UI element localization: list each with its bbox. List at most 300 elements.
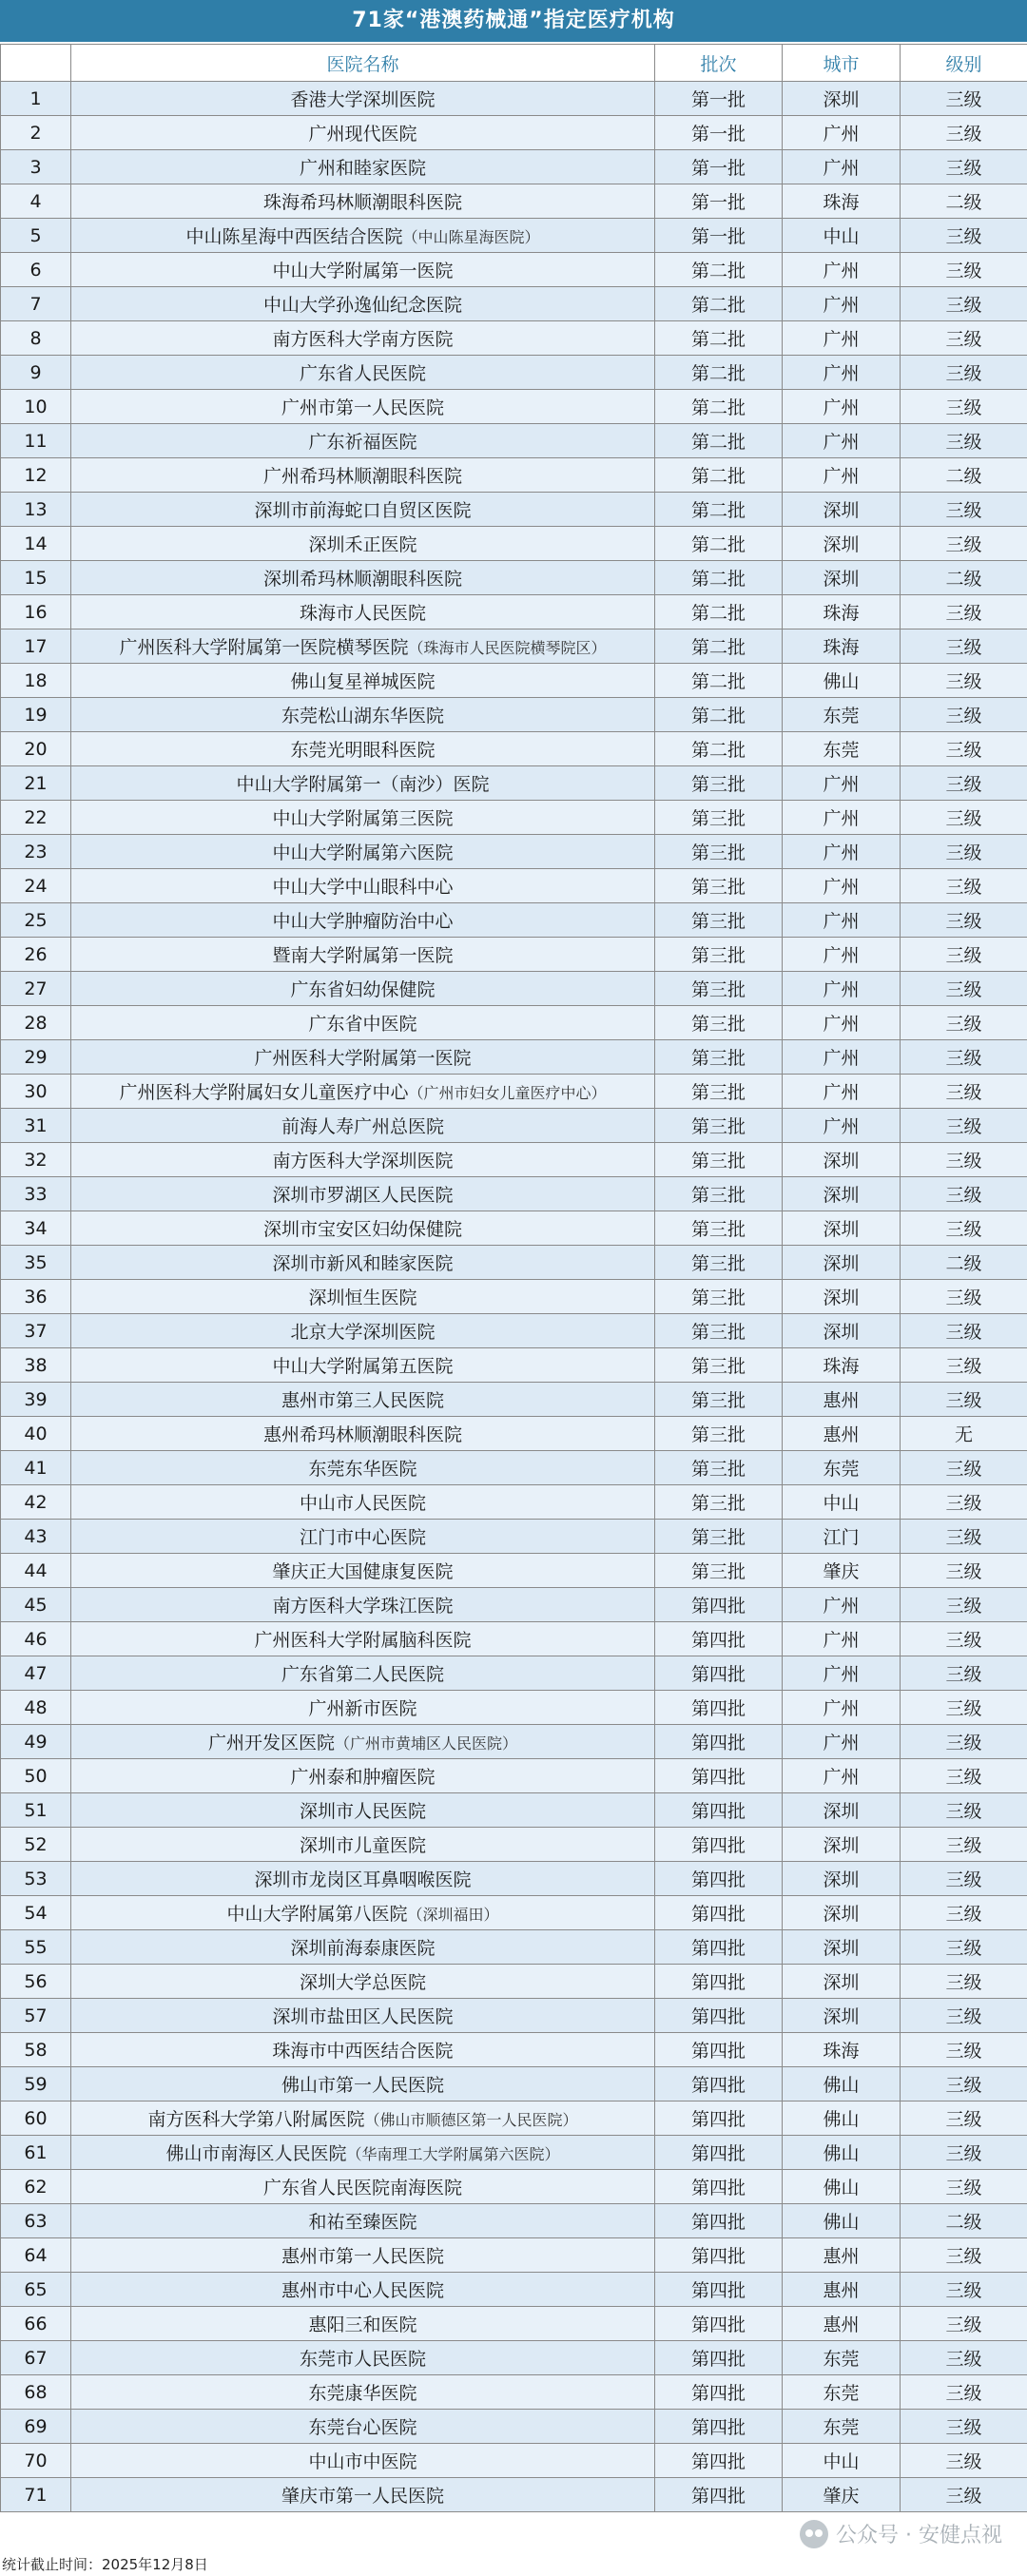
hospital-name xyxy=(71,1451,655,1485)
hospital-name xyxy=(71,1622,655,1656)
hospital-name xyxy=(71,938,655,972)
hospital-name xyxy=(71,869,655,903)
level-cell: 三级 xyxy=(901,1177,1027,1211)
table-row xyxy=(1,2204,1027,2238)
city-cell: 广州 xyxy=(783,766,901,801)
level-cell: 三级 xyxy=(901,869,1027,903)
city-cell: 佛山 xyxy=(783,664,901,698)
city-cell: 惠州 xyxy=(783,1383,901,1417)
level-cell: 三级 xyxy=(901,2410,1027,2444)
row-number: 40 xyxy=(1,1417,71,1451)
level-cell: 三级 xyxy=(901,2170,1027,2204)
city-cell: 惠州 xyxy=(783,2238,901,2273)
city-cell: 广州 xyxy=(783,1075,901,1109)
city-cell: 广州 xyxy=(783,1588,901,1622)
hospital-name-text: 广州医科大学附属第一医院横琴医院 xyxy=(119,637,409,658)
hospital-name-text: 广东省人民医院 xyxy=(299,363,426,384)
city-cell: 广州 xyxy=(783,1725,901,1759)
batch-cell: 第三批 xyxy=(655,903,783,938)
hospital-name-text: 中山市中医院 xyxy=(308,2451,417,2472)
level-cell: 三级 xyxy=(901,972,1027,1006)
city-cell: 珠海 xyxy=(783,1348,901,1383)
city-cell: 广州 xyxy=(783,1040,901,1075)
level-cell: 三级 xyxy=(901,527,1027,561)
row-number: 34 xyxy=(1,1211,71,1246)
hospital-name xyxy=(71,527,655,561)
city-cell: 广州 xyxy=(783,835,901,869)
table-row xyxy=(1,1280,1027,1314)
city-cell: 深圳 xyxy=(783,1999,901,2033)
level-cell: 三级 xyxy=(901,1862,1027,1896)
city-cell: 深圳 xyxy=(783,527,901,561)
row-number: 13 xyxy=(1,493,71,527)
row-number: 59 xyxy=(1,2067,71,2101)
level-cell: 三级 xyxy=(901,493,1027,527)
table-row xyxy=(1,1828,1027,1862)
batch-cell: 第三批 xyxy=(655,1143,783,1177)
batch-cell: 第四批 xyxy=(655,2375,783,2410)
level-cell: 三级 xyxy=(901,1040,1027,1075)
level-cell: 三级 xyxy=(901,1965,1027,1999)
city-cell: 广州 xyxy=(783,801,901,835)
batch-cell: 第三批 xyxy=(655,869,783,903)
row-number: 2 xyxy=(1,116,71,150)
hospital-name xyxy=(71,2307,655,2341)
hospital-name-text: 广州医科大学附属脑科医院 xyxy=(254,1630,472,1651)
batch-cell: 第四批 xyxy=(655,2136,783,2170)
table-row xyxy=(1,1965,1027,1999)
city-cell: 广州 xyxy=(783,1656,901,1691)
row-number: 16 xyxy=(1,595,71,629)
level-cell: 三级 xyxy=(901,1793,1027,1828)
level-cell: 二级 xyxy=(901,1246,1027,1280)
row-number: 27 xyxy=(1,972,71,1006)
row-number: 69 xyxy=(1,2410,71,2444)
header-name: 医院名称 xyxy=(71,45,655,82)
row-number: 45 xyxy=(1,1588,71,1622)
level-cell: 三级 xyxy=(901,1280,1027,1314)
row-number: 18 xyxy=(1,664,71,698)
hospital-name-text: 中山大学孙逸仙纪念医院 xyxy=(262,295,462,316)
level-cell: 三级 xyxy=(901,2273,1027,2307)
hospital-name xyxy=(71,424,655,458)
table-row xyxy=(1,2273,1027,2307)
batch-cell: 第四批 xyxy=(655,1588,783,1622)
batch-cell: 第二批 xyxy=(655,561,783,595)
row-number: 60 xyxy=(1,2101,71,2136)
batch-cell: 第三批 xyxy=(655,1314,783,1348)
city-cell: 肇庆 xyxy=(783,2478,901,2512)
row-number: 48 xyxy=(1,1691,71,1725)
hospital-name xyxy=(71,2273,655,2307)
hospital-name xyxy=(71,1383,655,1417)
table-row xyxy=(1,1348,1027,1383)
row-number: 24 xyxy=(1,869,71,903)
table-row xyxy=(1,1896,1027,1930)
batch-cell: 第一批 xyxy=(655,184,783,219)
level-cell: 三级 xyxy=(901,1143,1027,1177)
city-cell: 珠海 xyxy=(783,629,901,664)
batch-cell: 第三批 xyxy=(655,972,783,1006)
row-number: 29 xyxy=(1,1040,71,1075)
hospital-name xyxy=(71,1040,655,1075)
row-number: 32 xyxy=(1,1143,71,1177)
hospital-name xyxy=(71,1588,655,1622)
row-number: 15 xyxy=(1,561,71,595)
hospital-name xyxy=(71,253,655,287)
hospital-name-text: 南方医科大学南方医院 xyxy=(272,329,454,350)
hospital-alias-note: （广州市黄埔区人民医院） xyxy=(335,1734,518,1753)
table-row xyxy=(1,2170,1027,2204)
hospital-name xyxy=(71,1417,655,1451)
hospital-name-text: 江门市中心医院 xyxy=(299,1527,426,1548)
batch-cell: 第三批 xyxy=(655,1040,783,1075)
batch-cell: 第二批 xyxy=(655,287,783,321)
hospital-name-text: 中山大学附属第一医院 xyxy=(272,261,454,281)
table-row xyxy=(1,1862,1027,1896)
batch-cell: 第四批 xyxy=(655,1965,783,1999)
hospital-name xyxy=(71,150,655,184)
hospital-name-text: 中山市人民医院 xyxy=(299,1493,426,1514)
table-row xyxy=(1,184,1027,219)
row-number: 39 xyxy=(1,1383,71,1417)
city-cell: 珠海 xyxy=(783,184,901,219)
batch-cell: 第三批 xyxy=(655,1417,783,1451)
city-cell: 深圳 xyxy=(783,1862,901,1896)
level-cell: 三级 xyxy=(901,321,1027,356)
hospital-name-text: 珠海市中西医结合医院 xyxy=(272,2041,454,2062)
city-cell: 惠州 xyxy=(783,2273,901,2307)
level-cell: 三级 xyxy=(901,903,1027,938)
batch-cell: 第三批 xyxy=(655,1348,783,1383)
level-cell: 三级 xyxy=(901,1896,1027,1930)
table-row xyxy=(1,938,1027,972)
row-number: 21 xyxy=(1,766,71,801)
row-number: 56 xyxy=(1,1965,71,1999)
city-cell: 广州 xyxy=(783,390,901,424)
hospital-name-text: 广州医科大学附属妇女儿童医疗中心 xyxy=(119,1082,409,1103)
row-number: 61 xyxy=(1,2136,71,2170)
table-row xyxy=(1,2238,1027,2273)
level-cell: 三级 xyxy=(901,1725,1027,1759)
batch-cell: 第三批 xyxy=(655,1451,783,1485)
table-row xyxy=(1,2341,1027,2375)
hospital-name-text: 中山大学附属第六医院 xyxy=(272,843,454,863)
batch-cell: 第二批 xyxy=(655,664,783,698)
row-number: 43 xyxy=(1,1520,71,1554)
row-number: 4 xyxy=(1,184,71,219)
table-row xyxy=(1,698,1027,732)
batch-cell: 第三批 xyxy=(655,835,783,869)
level-cell: 三级 xyxy=(901,1485,1027,1520)
hospital-name-text: 前海人寿广州总医院 xyxy=(281,1116,444,1137)
batch-cell: 第四批 xyxy=(655,2101,783,2136)
city-cell: 深圳 xyxy=(783,493,901,527)
hospital-name-text: 广东省妇幼保健院 xyxy=(290,979,436,1000)
hospital-name xyxy=(71,287,655,321)
table-row xyxy=(1,1314,1027,1348)
batch-cell: 第四批 xyxy=(655,2341,783,2375)
row-number: 42 xyxy=(1,1485,71,1520)
row-number: 41 xyxy=(1,1451,71,1485)
hospital-name xyxy=(71,184,655,219)
row-number: 17 xyxy=(1,629,71,664)
city-cell: 深圳 xyxy=(783,1246,901,1280)
hospital-name-text: 肇庆正大国健康复医院 xyxy=(272,1561,454,1582)
hospital-name xyxy=(71,1246,655,1280)
header-city: 城市 xyxy=(783,45,901,82)
level-cell: 三级 xyxy=(901,1656,1027,1691)
city-cell: 深圳 xyxy=(783,1793,901,1828)
hospital-name-text: 惠州市第三人民医院 xyxy=(281,1390,444,1411)
hospital-name-text: 深圳大学总医院 xyxy=(299,1972,426,1993)
table-row xyxy=(1,1930,1027,1965)
hospital-name xyxy=(71,698,655,732)
hospital-name-text: 深圳恒生医院 xyxy=(308,1288,417,1308)
table-row xyxy=(1,1040,1027,1075)
table-row xyxy=(1,2410,1027,2444)
level-cell: 三级 xyxy=(901,698,1027,732)
hospital-table xyxy=(0,44,1027,2512)
hospital-name-text: 中山陈星海中西医结合医院 xyxy=(185,226,403,247)
row-number: 53 xyxy=(1,1862,71,1896)
hospital-name xyxy=(71,1554,655,1588)
hospital-name xyxy=(71,629,655,664)
table-row xyxy=(1,287,1027,321)
hospital-name xyxy=(71,219,655,253)
batch-cell: 第二批 xyxy=(655,424,783,458)
hospital-name xyxy=(71,493,655,527)
city-cell: 江门 xyxy=(783,1520,901,1554)
batch-cell: 第二批 xyxy=(655,493,783,527)
level-cell: 三级 xyxy=(901,1999,1027,2033)
batch-cell: 第二批 xyxy=(655,527,783,561)
hospital-alias-note: （中山陈星海医院） xyxy=(402,228,540,246)
hospital-name-text: 中山大学肿瘤防治中心 xyxy=(272,911,454,932)
batch-cell: 第三批 xyxy=(655,1280,783,1314)
hospital-name-text: 珠海市人民医院 xyxy=(299,603,426,624)
row-number: 22 xyxy=(1,801,71,835)
batch-cell: 第三批 xyxy=(655,1006,783,1040)
hospital-name xyxy=(71,2170,655,2204)
batch-cell: 第四批 xyxy=(655,2273,783,2307)
row-number: 7 xyxy=(1,287,71,321)
hospital-name xyxy=(71,390,655,424)
hospital-alias-note: （广州市妇女儿童医疗中心） xyxy=(408,1084,607,1102)
batch-cell: 第一批 xyxy=(655,82,783,116)
batch-cell: 第三批 xyxy=(655,1177,783,1211)
table-row xyxy=(1,1520,1027,1554)
hospital-name xyxy=(71,1211,655,1246)
table-row xyxy=(1,1691,1027,1725)
level-cell: 三级 xyxy=(901,1109,1027,1143)
level-cell: 三级 xyxy=(901,1622,1027,1656)
row-number: 25 xyxy=(1,903,71,938)
table-row xyxy=(1,1211,1027,1246)
level-cell: 三级 xyxy=(901,1554,1027,1588)
table-row xyxy=(1,1006,1027,1040)
table-row xyxy=(1,1109,1027,1143)
hospital-name-text: 北京大学深圳医院 xyxy=(290,1322,436,1343)
level-cell: 三级 xyxy=(901,1520,1027,1554)
row-number: 51 xyxy=(1,1793,71,1828)
hospital-name-text: 东莞台心医院 xyxy=(308,2417,417,2438)
row-number: 12 xyxy=(1,458,71,493)
city-cell: 惠州 xyxy=(783,2307,901,2341)
level-cell: 三级 xyxy=(901,424,1027,458)
hospital-name-text: 广州医科大学附属第一医院 xyxy=(254,1048,472,1069)
row-number: 58 xyxy=(1,2033,71,2067)
hospital-name-text: 深圳希玛林顺潮眼科医院 xyxy=(262,569,462,590)
batch-cell: 第三批 xyxy=(655,766,783,801)
table-body xyxy=(1,82,1027,2512)
row-number: 9 xyxy=(1,356,71,390)
hospital-name xyxy=(71,1930,655,1965)
row-number: 70 xyxy=(1,2444,71,2478)
hospital-name-text: 广东省第二人民医院 xyxy=(281,1664,444,1685)
hospital-name xyxy=(71,2238,655,2273)
batch-cell: 第二批 xyxy=(655,458,783,493)
batch-cell: 第三批 xyxy=(655,1520,783,1554)
batch-cell: 第一批 xyxy=(655,116,783,150)
city-cell: 广州 xyxy=(783,116,901,150)
row-number: 23 xyxy=(1,835,71,869)
hospital-name-text: 肇庆市第一人民医院 xyxy=(281,2486,444,2507)
table-row xyxy=(1,219,1027,253)
table-row xyxy=(1,1759,1027,1793)
row-number: 63 xyxy=(1,2204,71,2238)
row-number: 36 xyxy=(1,1280,71,1314)
city-cell: 深圳 xyxy=(783,82,901,116)
row-number: 1 xyxy=(1,82,71,116)
batch-cell: 第三批 xyxy=(655,1109,783,1143)
hospital-name-text: 广东祈福医院 xyxy=(308,432,417,453)
city-cell: 东莞 xyxy=(783,732,901,766)
row-number: 44 xyxy=(1,1554,71,1588)
city-cell: 广州 xyxy=(783,356,901,390)
row-number: 50 xyxy=(1,1759,71,1793)
city-cell: 广州 xyxy=(783,1759,901,1793)
hospital-name-text: 广州现代医院 xyxy=(308,124,417,145)
city-cell: 广州 xyxy=(783,150,901,184)
row-number: 31 xyxy=(1,1109,71,1143)
level-cell: 三级 xyxy=(901,2067,1027,2101)
level-cell: 二级 xyxy=(901,2204,1027,2238)
hospital-name-text: 佛山市南海区人民医院 xyxy=(165,2143,347,2164)
row-number: 68 xyxy=(1,2375,71,2410)
hospital-alias-note: （深圳福田） xyxy=(407,1906,499,1924)
city-cell: 深圳 xyxy=(783,1314,901,1348)
table-row xyxy=(1,150,1027,184)
city-cell: 广州 xyxy=(783,972,901,1006)
level-cell: 三级 xyxy=(901,2238,1027,2273)
table-row xyxy=(1,116,1027,150)
hospital-name xyxy=(71,356,655,390)
table-row xyxy=(1,253,1027,287)
level-cell: 三级 xyxy=(901,1691,1027,1725)
table-row xyxy=(1,1417,1027,1451)
hospital-name xyxy=(71,1793,655,1828)
hospital-name xyxy=(71,595,655,629)
level-cell: 三级 xyxy=(901,629,1027,664)
level-cell: 三级 xyxy=(901,1383,1027,1417)
city-cell: 佛山 xyxy=(783,2136,901,2170)
hospital-name-text: 深圳市新风和睦家医院 xyxy=(272,1253,454,1274)
hospital-name xyxy=(71,2033,655,2067)
table-row xyxy=(1,2067,1027,2101)
table-row xyxy=(1,493,1027,527)
row-number: 46 xyxy=(1,1622,71,1656)
row-number: 33 xyxy=(1,1177,71,1211)
city-cell: 珠海 xyxy=(783,2033,901,2067)
batch-cell: 第四批 xyxy=(655,2410,783,2444)
table-row xyxy=(1,835,1027,869)
row-number: 5 xyxy=(1,219,71,253)
hospital-name xyxy=(71,2101,655,2136)
city-cell: 广州 xyxy=(783,458,901,493)
hospital-name xyxy=(71,116,655,150)
hospital-name xyxy=(71,766,655,801)
table-row xyxy=(1,2478,1027,2512)
row-number: 3 xyxy=(1,150,71,184)
table-row xyxy=(1,561,1027,595)
row-number: 62 xyxy=(1,2170,71,2204)
table-row xyxy=(1,903,1027,938)
table-row xyxy=(1,766,1027,801)
table-row xyxy=(1,2375,1027,2410)
batch-cell: 第二批 xyxy=(655,356,783,390)
hospital-name-text: 广州和睦家医院 xyxy=(299,158,426,179)
hospital-name xyxy=(71,2478,655,2512)
city-cell: 东莞 xyxy=(783,698,901,732)
batch-cell: 第二批 xyxy=(655,698,783,732)
hospital-name xyxy=(71,1862,655,1896)
hospital-name xyxy=(71,1280,655,1314)
hospital-name-text: 深圳市前海蛇口自贸区医院 xyxy=(254,500,472,521)
batch-cell: 第四批 xyxy=(655,1691,783,1725)
row-number: 20 xyxy=(1,732,71,766)
hospital-name xyxy=(71,458,655,493)
city-cell: 广州 xyxy=(783,424,901,458)
city-cell: 广州 xyxy=(783,1006,901,1040)
hospital-name xyxy=(71,2375,655,2410)
level-cell: 三级 xyxy=(901,1006,1027,1040)
row-number: 6 xyxy=(1,253,71,287)
city-cell: 广州 xyxy=(783,903,901,938)
hospital-name xyxy=(71,732,655,766)
batch-cell: 第三批 xyxy=(655,1383,783,1417)
table-row xyxy=(1,1588,1027,1622)
batch-cell: 第四批 xyxy=(655,2067,783,2101)
table-row xyxy=(1,2033,1027,2067)
hospital-name-text: 惠州市中心人民医院 xyxy=(281,2280,444,2301)
batch-cell: 第四批 xyxy=(655,2478,783,2512)
row-number: 47 xyxy=(1,1656,71,1691)
batch-cell: 第四批 xyxy=(655,2444,783,2478)
batch-cell: 第四批 xyxy=(655,1656,783,1691)
table-row xyxy=(1,82,1027,116)
level-cell: 三级 xyxy=(901,732,1027,766)
level-cell: 三级 xyxy=(901,938,1027,972)
batch-cell: 第三批 xyxy=(655,938,783,972)
batch-cell: 第三批 xyxy=(655,1075,783,1109)
table-row xyxy=(1,1143,1027,1177)
table-row xyxy=(1,1656,1027,1691)
hospital-name xyxy=(71,1896,655,1930)
hospital-name-text: 东莞康华医院 xyxy=(308,2383,417,2404)
hospital-name-text: 东莞市人民医院 xyxy=(299,2349,426,2370)
row-number: 37 xyxy=(1,1314,71,1348)
